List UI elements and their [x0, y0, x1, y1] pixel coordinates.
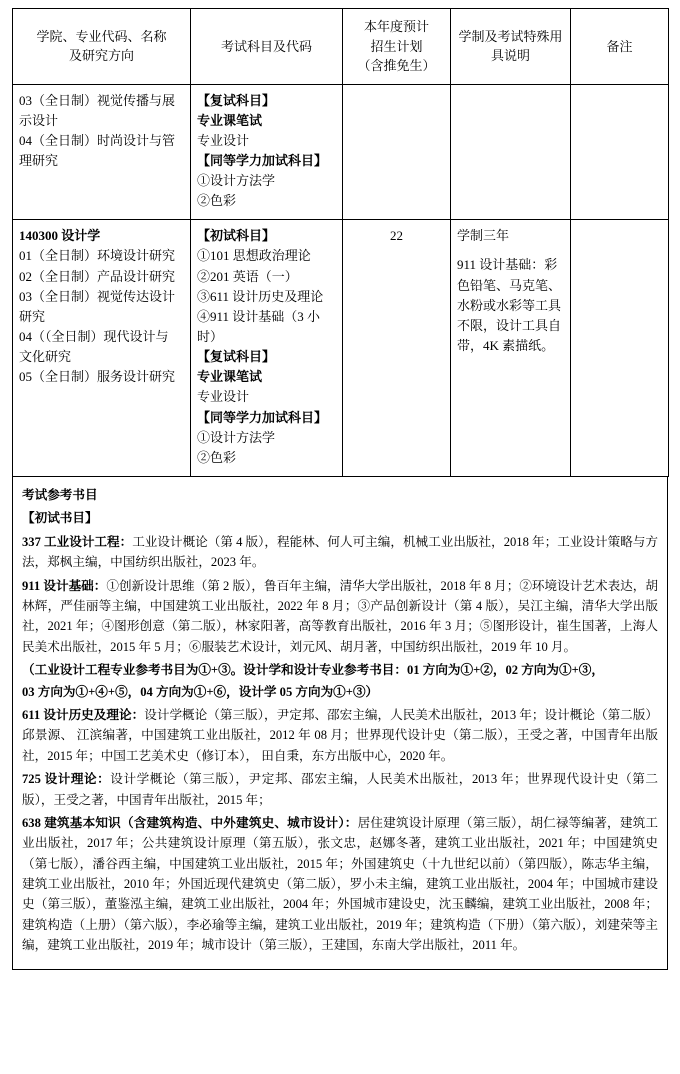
table-header [13, 9, 669, 85]
reference-section-title: 考试参考书目 [22, 488, 98, 503]
reference-entry [22, 705, 658, 766]
reference-code: 725 设计理论： [22, 772, 111, 787]
reference-entry [22, 769, 658, 810]
reference-text: 居住建筑设计原理（第三版），胡仁禄等编著，建筑工业出版社，2017 年；公共建筑设计原理（第五版），张文忠，赵娜冬著，建筑工业出版社，2021 年；中国建筑史（第七版），潘谷西主编，中国建筑工业出版社，2015 年；外国建筑史（十九世纪以前）（第四版），陈志华主编，建筑工业出版社，2010 年；外国近现代建筑史（第二版），罗小未主编，建筑工业出版社，2004 年；中国城市建设史（第三版），董鉴泓主编，建筑工业出版社，2004 年；外国城市建设史，沈玉麟编，建筑工业出版社，2008 年；建筑构造（上册）（第六版），李必瑜等主编，建筑工业出版社，2019 年；建筑构造（下册）（第六版），刘建荣等主编，建筑工业出版社，2019 年；城市设计（第三版），王建国，东南大学出版社，2011 年。 [22, 815, 658, 953]
header-cell-system: 学制及考试特殊用 具说明 [451, 9, 571, 85]
reference-text: 设计学概论（第三版），尹定邦、邵宏主编，人民美术出版社，2013 年；设计概论（第二版）邱景源、 江滨编著，中国建筑工业出版社，2012 年 08 月；世界现代设计史（第二版），王受之著，中国青年出版社，2015 年；中国工艺美术史（修订本）， 田自秉，东方出版中心，2020 年。 [22, 707, 658, 763]
admissions-table [12, 8, 669, 477]
reference-entry [22, 532, 658, 573]
first-exam-title: 【初试书目】 [22, 511, 98, 526]
reference-text: 工业设计概论（第 4 版），程能林、何人可主编，机械工业出版社，2018 年；工业设计策略与方法，郑枫主编，中国纺织出版社，2023 年。 [22, 534, 658, 570]
reference-text: 设计学概论（第三版），尹定邦、邵宏主编，人民美术出版社，2013 年；世界现代设计史（第二版），王受之著，中国青年出版社，2015 年； [22, 772, 658, 807]
cell-plan: 22 [343, 220, 451, 477]
cell-plan [343, 84, 451, 220]
table-row [13, 220, 669, 477]
reference-entry [22, 576, 658, 658]
cell-system: 学制三年 911 设计基础：彩 色铅笔、马克笔、 水粉或水彩等工具 不限，设计工具自 带，4K 素描纸。 [451, 220, 571, 477]
header-cell-direction: 学院、专业代码、名称 及研究方向 [13, 9, 191, 85]
spacer-line [457, 246, 564, 255]
cell-remark [571, 84, 669, 220]
cell-direction: 140300 设计学 01（全日制）环境设计研究 02（全日制）产品设计研究 03（全日制）视觉传达设计 研究 04（（全日制）现代设计与 文化研究 05（全日制）服务设计研究 [13, 220, 191, 477]
header-cell-plan: 本年度预计 招生计划 （含推免生） [343, 9, 451, 85]
cell-remark [571, 220, 669, 477]
reference-code: 911 设计基础： [22, 578, 107, 593]
reference-note-line: 03 方向为①+④+⑤，04 方向为①+⑥，设计学 05 方向为①+③） [22, 684, 379, 699]
reference-text: ①创新设计思维（第 2 版），鲁百年主编，清华大学出版社，2018 年 8 月；②环境设计艺术表达，胡林辉，严佳丽等主编，中国建筑工业出版社，2022 年 8 月；③产品创新设计（第 4 版），吴江主编，清华大学出版社，2021 年；④图形创意（第二版），林家阳著，高等教育出版社，2016 年 3 月；⑤图形设计，崔生国著，上海人民美术出版社，2015 年 5 月；⑥服装艺术设计，刘元风、胡月著，中国纺织出版社，2019 年 10 月。 [22, 578, 658, 654]
reference-code: 337 工业设计工程： [22, 534, 133, 549]
reference-note-line: （工业设计工程专业参考书目为①+③。设计学和设计专业参考书目：01 方向为①+②，02 方向为①+③， [22, 663, 604, 678]
table-body [13, 84, 669, 477]
reference-books-section [12, 477, 668, 970]
reference-code: 638 建筑基本知识（含建筑构造、中外建筑史、城市设计）： [22, 815, 358, 830]
table-row [13, 84, 669, 220]
reference-entry [22, 813, 658, 956]
header-cell-subjects: 考试科目及代码 [191, 9, 343, 85]
header-cell-remark: 备注 [571, 9, 669, 85]
table-header-row [13, 9, 669, 85]
cell-subjects: 【复试科目】 专业课笔试 专业设计 【同等学力加试科目】 ①设计方法学 ②色彩 [191, 84, 343, 220]
cell-subjects: 【初试科目】 ①101 思想政治理论 ②201 英语（一） ③611 设计历史及理论 ④911 设计基础（3 小时） 【复试科目】 专业课笔试 专业设计 【同等学力加试科目】 ①设计方法学 ②色彩 [191, 220, 343, 477]
reference-code: 611 设计历史及理论： [22, 707, 145, 722]
cell-direction: 03（全日制）视觉传播与展 示设计 04（全日制）时尚设计与管 理研究 [13, 84, 191, 220]
cell-system [451, 84, 571, 220]
